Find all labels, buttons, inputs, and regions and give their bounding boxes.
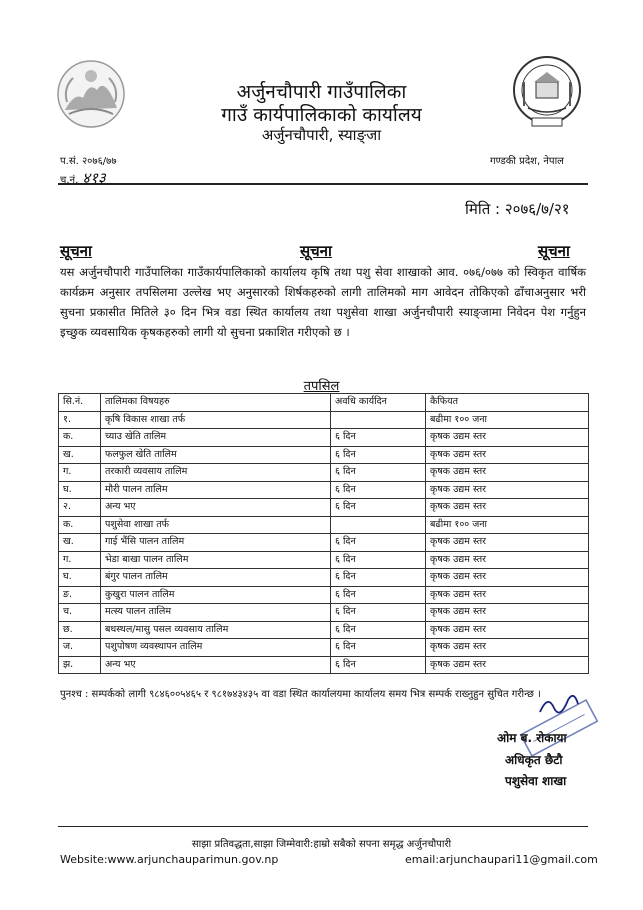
table-cell: ६ दिन (331, 534, 426, 552)
table-row (59, 639, 589, 657)
table-cell: क. (59, 516, 101, 534)
table-cell: मौरी पालन तालिम (101, 481, 331, 499)
table-cell: ६ दिन (331, 464, 426, 482)
table-cell: च्याउ खेति तालिम (101, 429, 331, 447)
table-cell: कृषक उद्यम स्तर (426, 621, 589, 639)
table-cell: ६ दिन (331, 481, 426, 499)
footer-motto: साझा प्रतिवद्धता,साझा जिम्मेवारी:हाम्रो सबैको सपना समृद्ध अर्जुनचौपारी (191, 839, 452, 850)
table-cell: ६ दिन (331, 604, 426, 622)
table-cell: ६ दिन (331, 429, 426, 447)
table-cell: कृषक उद्यम स्तर (426, 639, 589, 657)
office-name: गाउँ कार्यपालिकाको कार्यालय (221, 104, 422, 126)
header-divider (58, 183, 588, 185)
table-cell: कृषक उद्यम स्तर (426, 604, 589, 622)
table-cell: कृषक उद्यम स्तर (426, 551, 589, 569)
notice-body: यस अर्जुनचौपारी गाउँपालिका गाउँकार्यपालिकाको कार्यालय कृषि तथा पशु सेवा शाखाको आव. ०७६/०७७ को स्विकृत वार्षिक कार्यक्रम अनुसार तपसिलमा उल्लेख भए अनुसारको शिर्षकहरुको लागी तालिमको माग आवेदन तोकिएको ढाँचाअनुसार भरी सुचना प्रकासीत मितिले ३० दिन भित्र वडा स्थित कार्यालय तथा पशुसेवा शाखा अर्जुनचौपारी स्याङ्जामा निवेदन पेश गर्नुहुन इच्छुक व्यवसायिक कृषकहरुको लागी यो सुचना प्रकाशित गरीएको छ । (60, 265, 586, 339)
table-title: तपसिल (303, 379, 340, 394)
table-cell: ६ दिन (331, 569, 426, 587)
table-cell: कृषि विकास शाखा तर्फ (101, 411, 331, 429)
table-cell: मत्स्य पालन तालिम (101, 604, 331, 622)
table-cell: तरकारी व्यवसाय तालिम (101, 464, 331, 482)
table-cell: घ. (59, 481, 101, 499)
table-row (59, 411, 589, 429)
table-row (59, 604, 589, 622)
table-cell (331, 411, 426, 429)
table-cell: ६ दिन (331, 499, 426, 517)
table-row (59, 429, 589, 447)
table-cell: च. (59, 604, 101, 622)
table-cell: १. (59, 411, 101, 429)
table-cell (331, 516, 426, 534)
table-cell: कृषक उद्यम स्तर (426, 481, 589, 499)
table-cell: ग. (59, 464, 101, 482)
table-cell: गाई भैंसि पालन तालिम (101, 534, 331, 552)
table-cell: कृषक उद्यम स्तर (426, 446, 589, 464)
table-cell: कृषक उद्यम स्तर (426, 464, 589, 482)
table-cell: कृषक उद्यम स्तर (426, 656, 589, 674)
table-row (59, 516, 589, 534)
table-cell: कृषक उद्यम स्तर (426, 586, 589, 604)
table-row (59, 464, 589, 482)
table-cell: ६ दिन (331, 586, 426, 604)
table-row (59, 499, 589, 517)
signatory-name: ओम ब. रोकाया (497, 731, 567, 745)
dispatch-value: ४१३ (82, 169, 106, 187)
table-cell: ग. (59, 551, 101, 569)
table-cell: अवधि कार्यदिन (331, 394, 426, 412)
date: मिति : २०७६/७/२१ (465, 200, 570, 218)
table-cell: सि.नं. (59, 394, 101, 412)
table-row (59, 446, 589, 464)
table-row (59, 586, 589, 604)
table-cell: कृषक उद्यम स्तर (426, 569, 589, 587)
table-cell: पशुसेवा शाखा तर्फ (101, 516, 331, 534)
table-cell: ६ दिन (331, 551, 426, 569)
table-cell: क. (59, 429, 101, 447)
dispatch-number (60, 168, 106, 188)
table-cell: फलफुल खेति तालिम (101, 446, 331, 464)
table-cell: बंगुर पालन तालिम (101, 569, 331, 587)
table-row (59, 551, 589, 569)
table-cell: झ. (59, 656, 101, 674)
footer-website: Website:www.arjunchauparimun.gov.np (60, 853, 279, 866)
table-row (59, 656, 589, 674)
postscript-note: पुनश्च : सम्पर्कको लागी ९८४६००५४६५ र ९८१७४३४३५ वा वडा स्थित कार्यालयमा कार्यालय समय भित्र सम्पर्क राख्नुहुन सुचित गरीन्छ । (60, 689, 541, 700)
org-name: अर्जुनचौपारी गाउँपालिका (236, 81, 407, 103)
table-cell: छ. (59, 621, 101, 639)
notice-heading-right: सूचना (538, 242, 570, 260)
table-cell: भेडा बाखा पालन तालिम (101, 551, 331, 569)
table-row (59, 569, 589, 587)
office-location: अर्जुनचौपारी, स्याङ्जा (261, 126, 382, 144)
footer-email: email:arjunchaupari11@gmail.com (405, 853, 598, 866)
table-cell: बधस्थल/मासु पसल व्यवसाय तालिम (101, 621, 331, 639)
table-cell: कृषक उद्यम स्तर (426, 429, 589, 447)
table-cell: अन्य भए (101, 499, 331, 517)
table-cell: बढीमा १०० जना (426, 411, 589, 429)
dispatch-label: च.नं. (60, 175, 79, 186)
table-cell: बढीमा १०० जना (426, 516, 589, 534)
table-cell: कुखुरा पालन तालिम (101, 586, 331, 604)
table-cell: ६ दिन (331, 446, 426, 464)
signatory-title: अधिकृत छैटौ (505, 753, 563, 767)
table-cell: ख. (59, 446, 101, 464)
footer-divider (58, 826, 588, 827)
notice-heading-center: सूचना (300, 242, 332, 260)
table-cell: २. (59, 499, 101, 517)
table-cell: ख. (59, 534, 101, 552)
table-cell: ज. (59, 639, 101, 657)
table-cell: पशुपोषण व्यवस्थापन तालिम (101, 639, 331, 657)
table-row (59, 621, 589, 639)
table-cell: अन्य भए (101, 656, 331, 674)
table-cell: कृषक उद्यम स्तर (426, 499, 589, 517)
table-cell: ६ दिन (331, 621, 426, 639)
notice-heading-left: सूचना (60, 242, 92, 260)
table-row (59, 481, 589, 499)
table-cell: तालिमका विषयहरु (101, 394, 331, 412)
province: गण्डकी प्रदेश, नेपाल (490, 156, 564, 167)
table-cell: ६ दिन (331, 656, 426, 674)
table-cell: ६ दिन (331, 639, 426, 657)
table-cell: कैफियत (426, 394, 589, 412)
table-cell: कृषक उद्यम स्तर (426, 534, 589, 552)
table-header-row (59, 394, 589, 412)
letter-number: प.सं. २०७६/७७ (60, 156, 117, 167)
training-table (58, 393, 589, 674)
table-cell: घ. (59, 569, 101, 587)
table-row (59, 534, 589, 552)
signatory-department: पशुसेवा शाखा (505, 774, 567, 788)
table-cell: ङ. (59, 586, 101, 604)
